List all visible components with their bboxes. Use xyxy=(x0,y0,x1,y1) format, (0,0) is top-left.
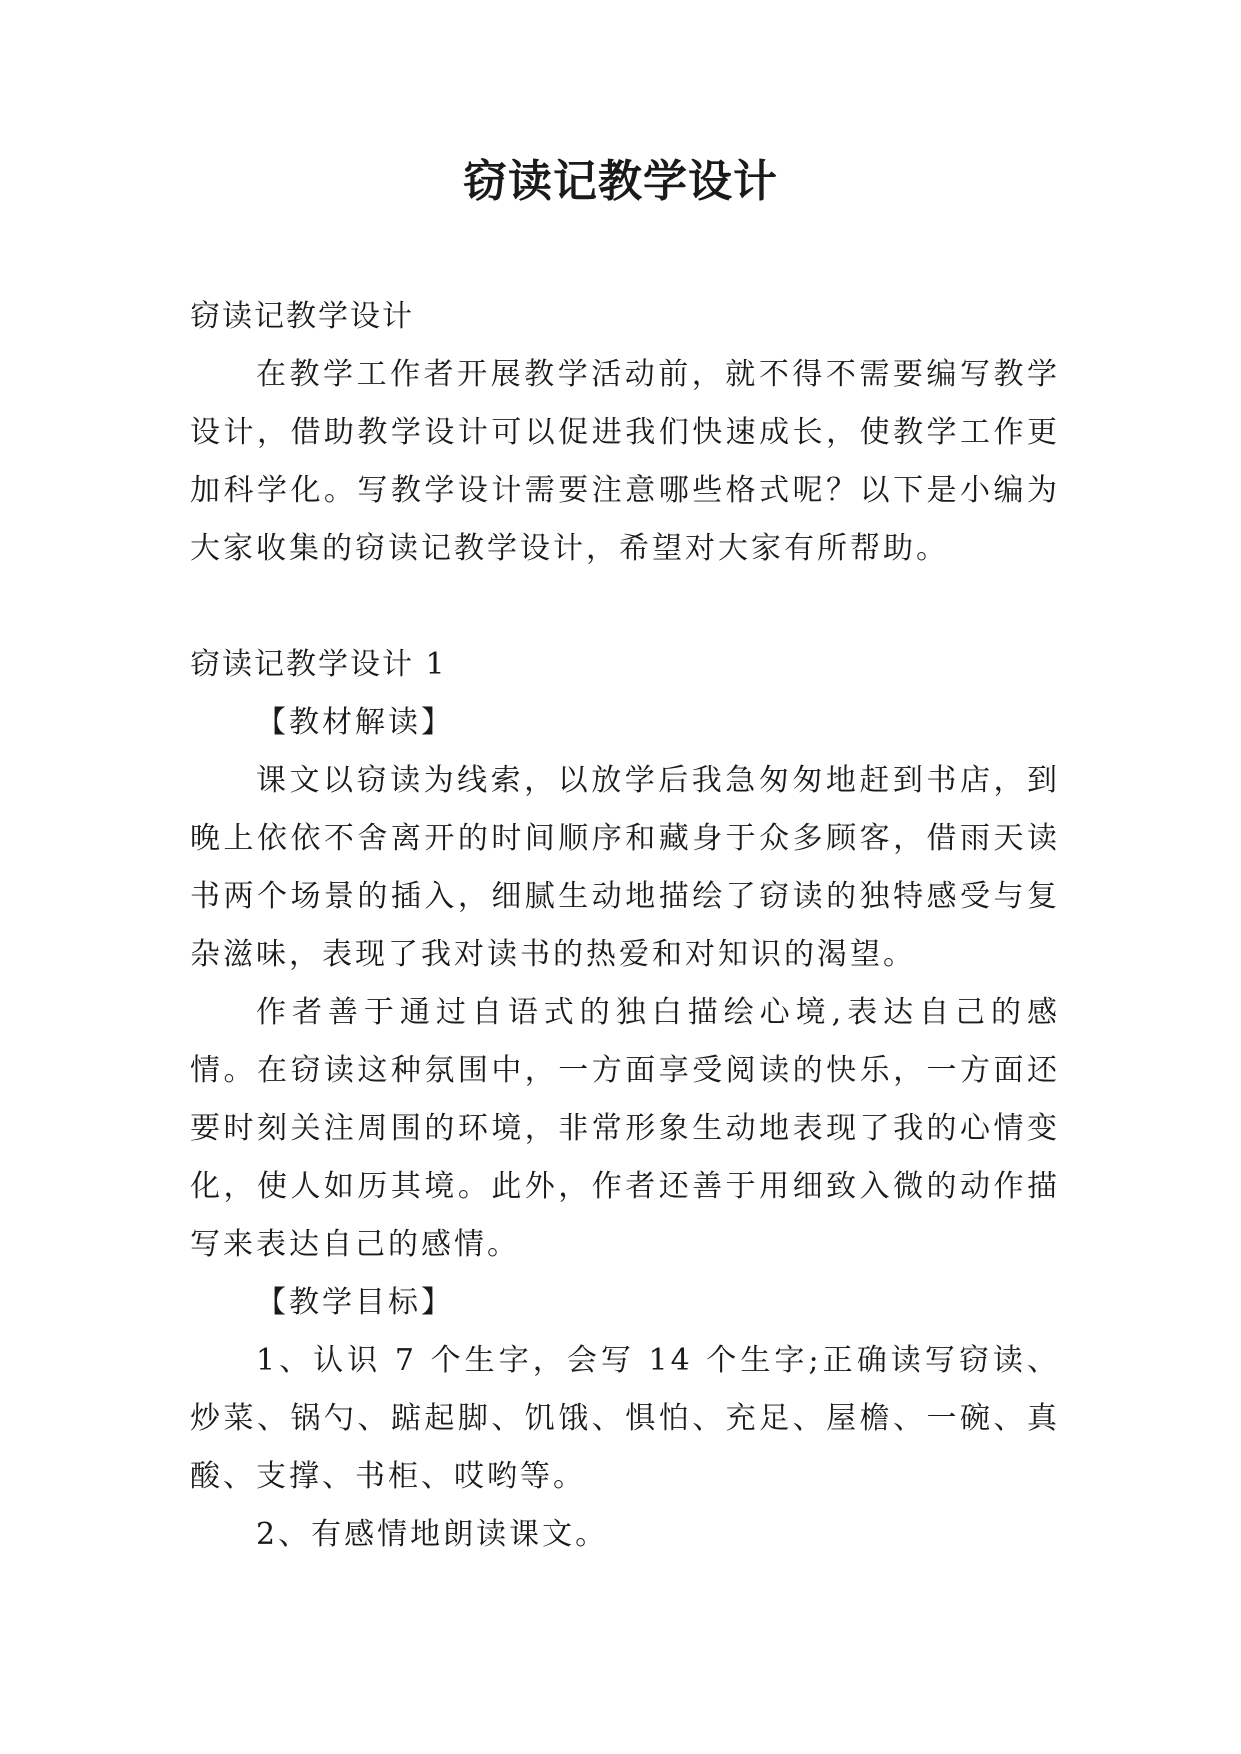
goal-item-2: 2、有感情地朗读课文。 xyxy=(256,1517,609,1552)
document-title: 窃读记教学设计 xyxy=(463,156,778,207)
section-spacer xyxy=(190,578,1060,636)
intro-heading: 窃读记教学设计 xyxy=(190,299,414,334)
textbook-label: 【教材解读】 xyxy=(256,705,454,740)
intro-paragraph: 在教学工作者开展教学活动前，就不得不需要编写教学设计，借助教学设计可以促进我们快速成长，使教学工作更加科学化。写教学设计需要注意哪些格式呢？以下是小编为大家收集的窃读记教学设计，希望对大家有所帮助。 xyxy=(190,357,1060,566)
goal-item-1: 1、认识 7 个生字，会写 14 个生字;正确读写窃读、炒菜、锅勺、踮起脚、饥饿、惧怕、充足、屋檐、一碗、真酸、支撑、书柜、哎哟等。 xyxy=(190,1343,1060,1494)
textbook-paragraph-2: 作者善于通过自语式的独白描绘心境,表达自己的感情。在窃读这种氛围中，一方面享受阅读的快乐，一方面还要时刻关注周围的环境，非常形象生动地表现了我的心情变化，使人如历其境。此外，作者还善于用细致入微的动作描写来表达自己的感情。 xyxy=(190,995,1060,1262)
textbook-paragraph-1: 课文以窃读为线索，以放学后我急匆匆地赶到书店，到晚上依依不舍离开的时间顺序和藏身于众多顾客，借雨天读书两个场景的插入，细腻生动地描绘了窃读的独特感受与复杂滋味，表现了我对读书的热爱和对知识的渴望。 xyxy=(190,763,1060,972)
document-body xyxy=(190,288,1060,1564)
section1-heading: 窃读记教学设计 1 xyxy=(190,647,447,682)
goals-label: 【教学目标】 xyxy=(256,1285,454,1320)
